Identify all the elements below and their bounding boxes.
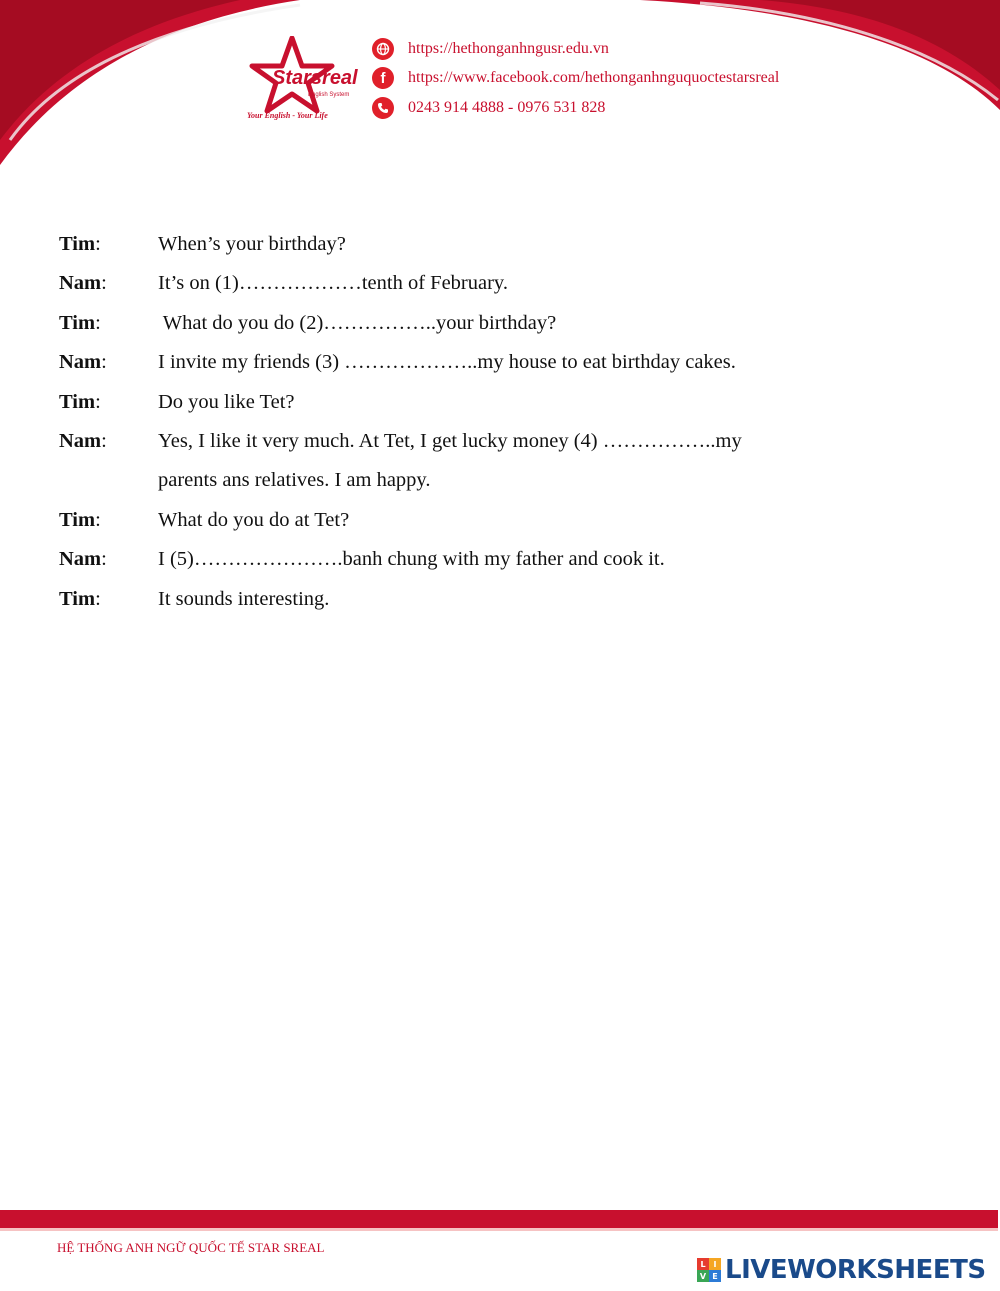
speaker-label: Nam: [59,272,107,295]
liveworksheets-wordmark: LIVEWORKSHEETS [725,1255,986,1285]
logo-tagline: Your English - Your Life [247,111,328,120]
dialogue [59,229,939,623]
dialogue-line [59,229,939,268]
dialogue-line-continuation [59,465,939,504]
dialogue-text: Yes, I like it very much. At Tet, I get lucky money (4) ……………..my [158,429,742,452]
speaker-label: Tim: [59,390,101,413]
dialogue-line [59,544,939,583]
contact-facebook[interactable] [372,67,779,89]
contact-website-text: https://hethonganhngusr.edu.vn [408,40,609,57]
liveworksheets-logo[interactable] [697,1254,986,1286]
dialogue-line [59,268,939,307]
contact-phone[interactable] [372,97,605,119]
speaker-label: Tim: [59,508,101,531]
speaker-label: Nam: [59,351,107,374]
logo-brand-name: Starsreal [272,67,358,89]
speaker-label: Tim: [59,311,101,334]
footer-bar [0,1210,998,1228]
dialogue-text: When’s your birthday? [158,233,346,255]
phone-icon [372,97,394,119]
dialogue-text: What do you do (2)……………..your birthday? [158,311,557,334]
contact-facebook-text: https://www.facebook.com/hethonganhnguquoctestarsreal [408,69,780,86]
dialogue-line [59,584,939,623]
contact-phone-text: 0243 914 4888 - 0976 531 828 [408,99,606,116]
footer-bar-shadow [0,1228,998,1231]
dialogue-line [59,347,939,386]
dialogue-text: parents ans relatives. I am happy. [158,469,431,492]
speaker-label: Tim: [59,233,101,255]
dialogue-line [59,505,939,544]
logo-brand-sub: English System [308,92,350,98]
contact-website[interactable] [372,38,609,60]
dialogue-text: It’s on (1)………………tenth of February. [158,272,508,295]
dialogue-line [59,387,939,426]
globe-icon [372,38,394,60]
dialogue-text: I invite my friends (3) ………………..my house to eat birthday cakes. [158,351,736,374]
dialogue-line [59,308,939,347]
dialogue-text: What do you do at Tet? [158,508,350,531]
dialogue-line [59,426,939,465]
speaker-label: Nam: [59,548,107,571]
liveworksheets-mark-icon: L I V E [697,1258,721,1282]
speaker-label: Tim: [59,587,101,610]
dialogue-text: I (5)………………….banh chung with my father and cook it. [158,548,665,571]
dialogue-text: It sounds interesting. [158,587,330,610]
dialogue-text: Do you like Tet? [158,390,295,413]
facebook-icon: f [372,67,394,89]
footer-school-name: HỆ THỐNG ANH NGỮ QUỐC TẾ STAR SREAL [57,1240,325,1255]
speaker-label: Nam: [59,429,107,452]
